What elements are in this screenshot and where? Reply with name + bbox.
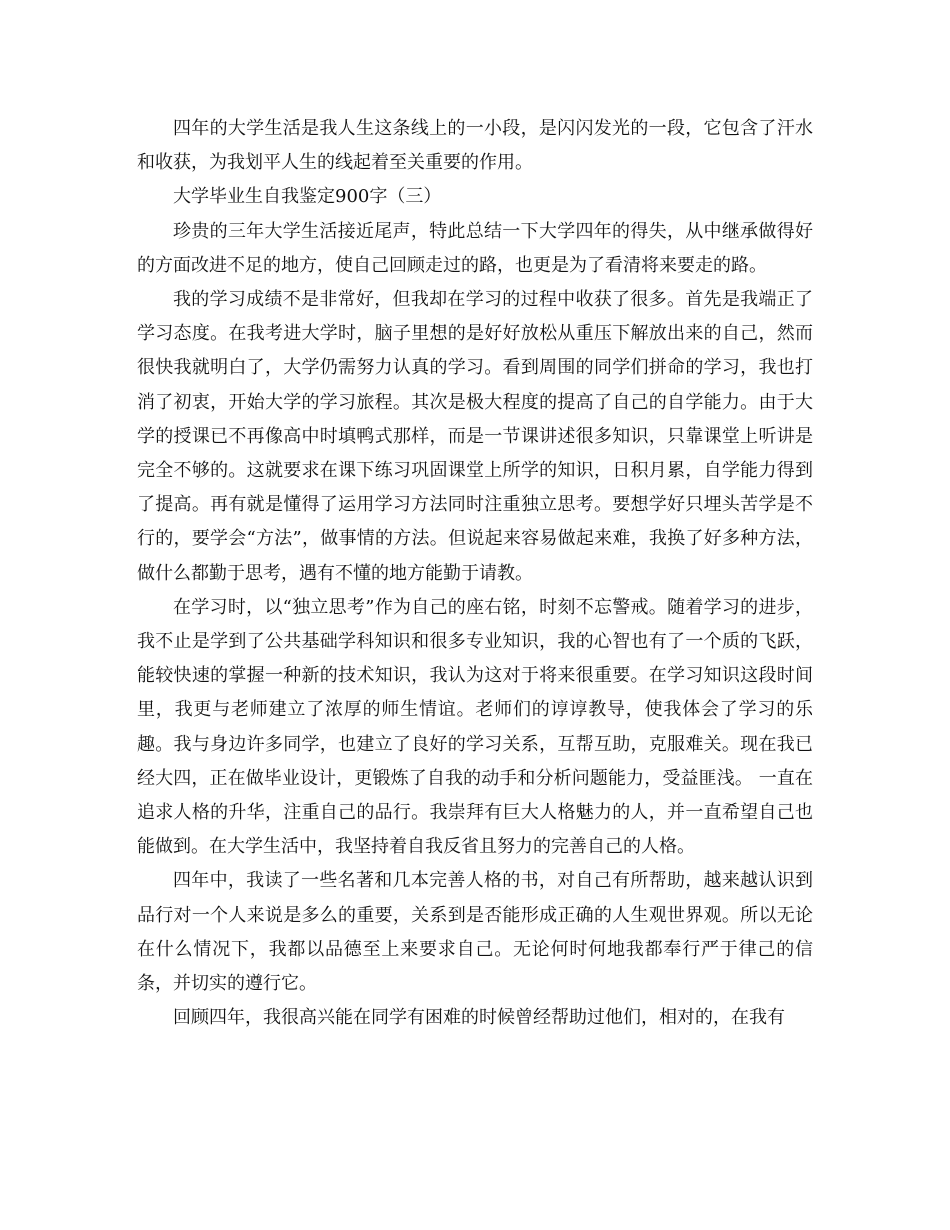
paragraph: 四年中，我读了一些名著和几本完善人格的书，对自己有所帮助，越来越认识到品行对一个人来说是多么的重要，关系到是否能形成正确的人生观世界观。所以无论在什么情况下，我都以品德至上来要求自己。无论何时何地我都奉行严于律己的信条，并切实的遵行它。 bbox=[137, 870, 813, 995]
paragraph: 四年的大学生活是我人生这条线上的一小段，是闪闪发光的一段，它包含了汗水和收获，为我划平人生的线起着至关重要的作用。 bbox=[137, 118, 813, 174]
paragraph: 回顾四年，我很高兴能在同学有困难的时候曾经帮助过他们，相对的，在我有 bbox=[173, 1007, 785, 1029]
paragraph: 珍贵的三年大学生活接近尾声，特此总结一下大学四年的得失，从中继承做得好的方面改进不足的地方，使自己回顾走过的路，也更是为了看清将来要走的路。 bbox=[137, 220, 813, 276]
paragraph: 我的学习成绩不是非常好，但我却在学习的过程中收获了很多。首先是我端正了学习态度。在我考进大学时，脑子里想的是好好放松从重压下解放出来的自己，然而很快我就明白了，大学仍需努力认真的学习。看到周围的同学们拼命的学习，我也打消了初衷，开始大学的学习旅程。其次是极大程度的提高了自己的自学能力。由于大学的授课已不再像高中时填鸭式那样，而是一节课讲述很多知识，只靠课堂上听讲是完全不够的。这就要求在课下练习巩固课堂上所学的知识，日积月累，自学能力得到了提高。再有就是懂得了运用学习方法同时注重独立思考。要想学好只埋头苦学是不行的，要学会“方法”，做事情的方法。但说起来容易做起来难，我换了好多种方法，做什么都勤于思考，遇有不懂的地方能勤于请教。 bbox=[137, 289, 813, 584]
section-heading: 大学毕业生自我鉴定900字（三） bbox=[173, 186, 442, 208]
paragraph: 在学习时，以“独立思考”作为自己的座右铭，时刻不忘警戒。随着学习的进步，我不止是学到了公共基础学科知识和很多专业知识，我的心智也有了一个质的飞跃，能较快速的掌握一种新的技术知识，我认为这对于将来很重要。在学习知识这段时间里，我更与老师建立了浓厚的师生情谊。老师们的谆谆教导，使我体会了学习的乐趣。我与身边许多同学，也建立了良好的学习关系，互帮互助，克服难关。现在我已经大四，正在做毕业设计，更锻炼了自我的动手和分析问题能力，受益匪浅。 一直在追求人格的升华，注重自己的品行。我崇拜有巨大人格魅力的人，并一直希望自己也能做到。在大学生活中，我坚持着自我反省且努力的完善自己的人格。 bbox=[137, 596, 813, 858]
document-page bbox=[137, 112, 813, 1035]
